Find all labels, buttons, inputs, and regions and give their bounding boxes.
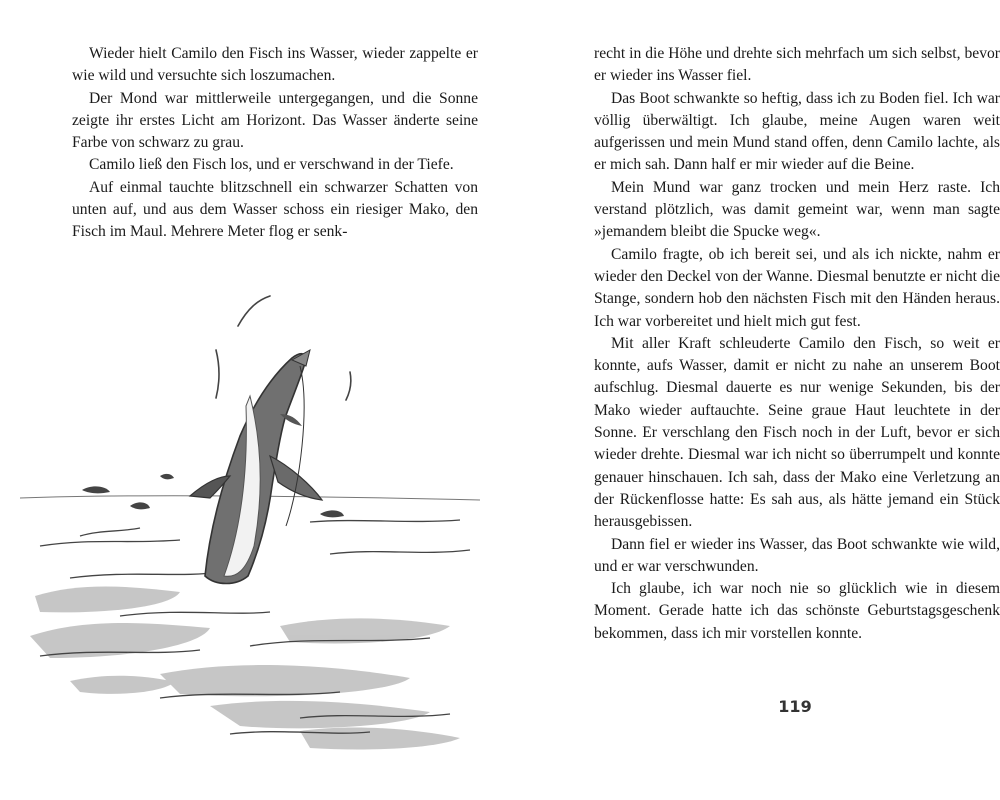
paragraph-continuation: recht in die Höhe und drehte sich mehrfach um sich selbst, bevor er wieder ins Wasser fiel. xyxy=(594,45,1000,85)
paragraph: Mein Mund war ganz trocken und mein Herz raste. Ich verstand plötzlich, was damit gemeint war, wenn man sagte »jemandem bleibt die Spucke weg«. xyxy=(594,178,1000,241)
paragraph: Ich glaube, ich war noch nie so glücklich wie in diesem Moment. Gerade hatte ich das schönste Geburtstagsgeschenk bekommen, dass ich mir vorstellen konnte. xyxy=(594,580,1000,642)
water-shadow xyxy=(30,587,460,750)
paragraph: Das Boot schwankte so heftig, dass ich zu Boden fiel. Ich war völlig überwältigt. Ich glaube, meine Augen waren weit aufgerissen und mein Mund stand offen, denn Camilo lachte, als er mich sah. Dann half er mir wieder auf die Beine. xyxy=(594,89,1000,174)
paragraph: Der Mond war mittlerweile untergegangen, und die Sonne zeigte ihr erstes Licht am Horizont. Das Wasser änderte seine Farbe von schwarz zu grau. xyxy=(72,89,478,152)
shark-jumping-illustration-icon xyxy=(10,286,490,754)
paragraph: Wieder hielt Camilo den Fisch ins Wasser, wieder zappelte er wie wild und versuchte sich loszumachen. xyxy=(72,45,478,85)
paragraph: Dann fiel er wieder ins Wasser, das Boot schwankte wie wild, und er war verschwunden. xyxy=(594,535,1000,575)
shark xyxy=(190,350,322,584)
paragraph: Mit aller Kraft schleuderte Camilo den Fisch, so weit er konnte, aufs Wasser, damit er nicht zu nahe an unserem Boot aufschlug. Diesmal dauerte es nur wenige Sekunden, bis der Mako wieder auftauchte. Seine graue Haut leuchtete in der Sonne. Er verschlang den Fisch noch in der Luft, bevor er sich wieder drehte. Diesmal war ich nicht so überrumpelt und konnte genauer hinschauen. Ich sah, dass der Mako eine Verletzung an der Rückenflosse hatte: Es sah aus, als hätte jemand ein Stück herausgebissen. xyxy=(594,334,1000,531)
paragraph: Camilo ließ den Fisch los, und er verschwand in der Tiefe. xyxy=(89,156,454,174)
right-page-text xyxy=(594,43,1000,645)
paragraph: Auf einmal tauchte blitzschnell ein schwarzer Schatten von unten auf, und aus dem Wasser schoss ein riesiger Mako, den Fisch im Maul. Mehrere Meter flog er senk- xyxy=(72,178,478,241)
page-number: 119 xyxy=(778,697,812,716)
left-page-text xyxy=(72,43,478,244)
paragraph: Camilo fragte, ob ich bereit sei, und als ich nickte, nahm er wieder den Deckel von der Wanne. Diesmal benutzte er nicht die Stange, sondern hob den nächsten Fisch mit den Händen heraus. Ich war vorbereitet und hielt mich gut fest. xyxy=(594,245,1000,330)
